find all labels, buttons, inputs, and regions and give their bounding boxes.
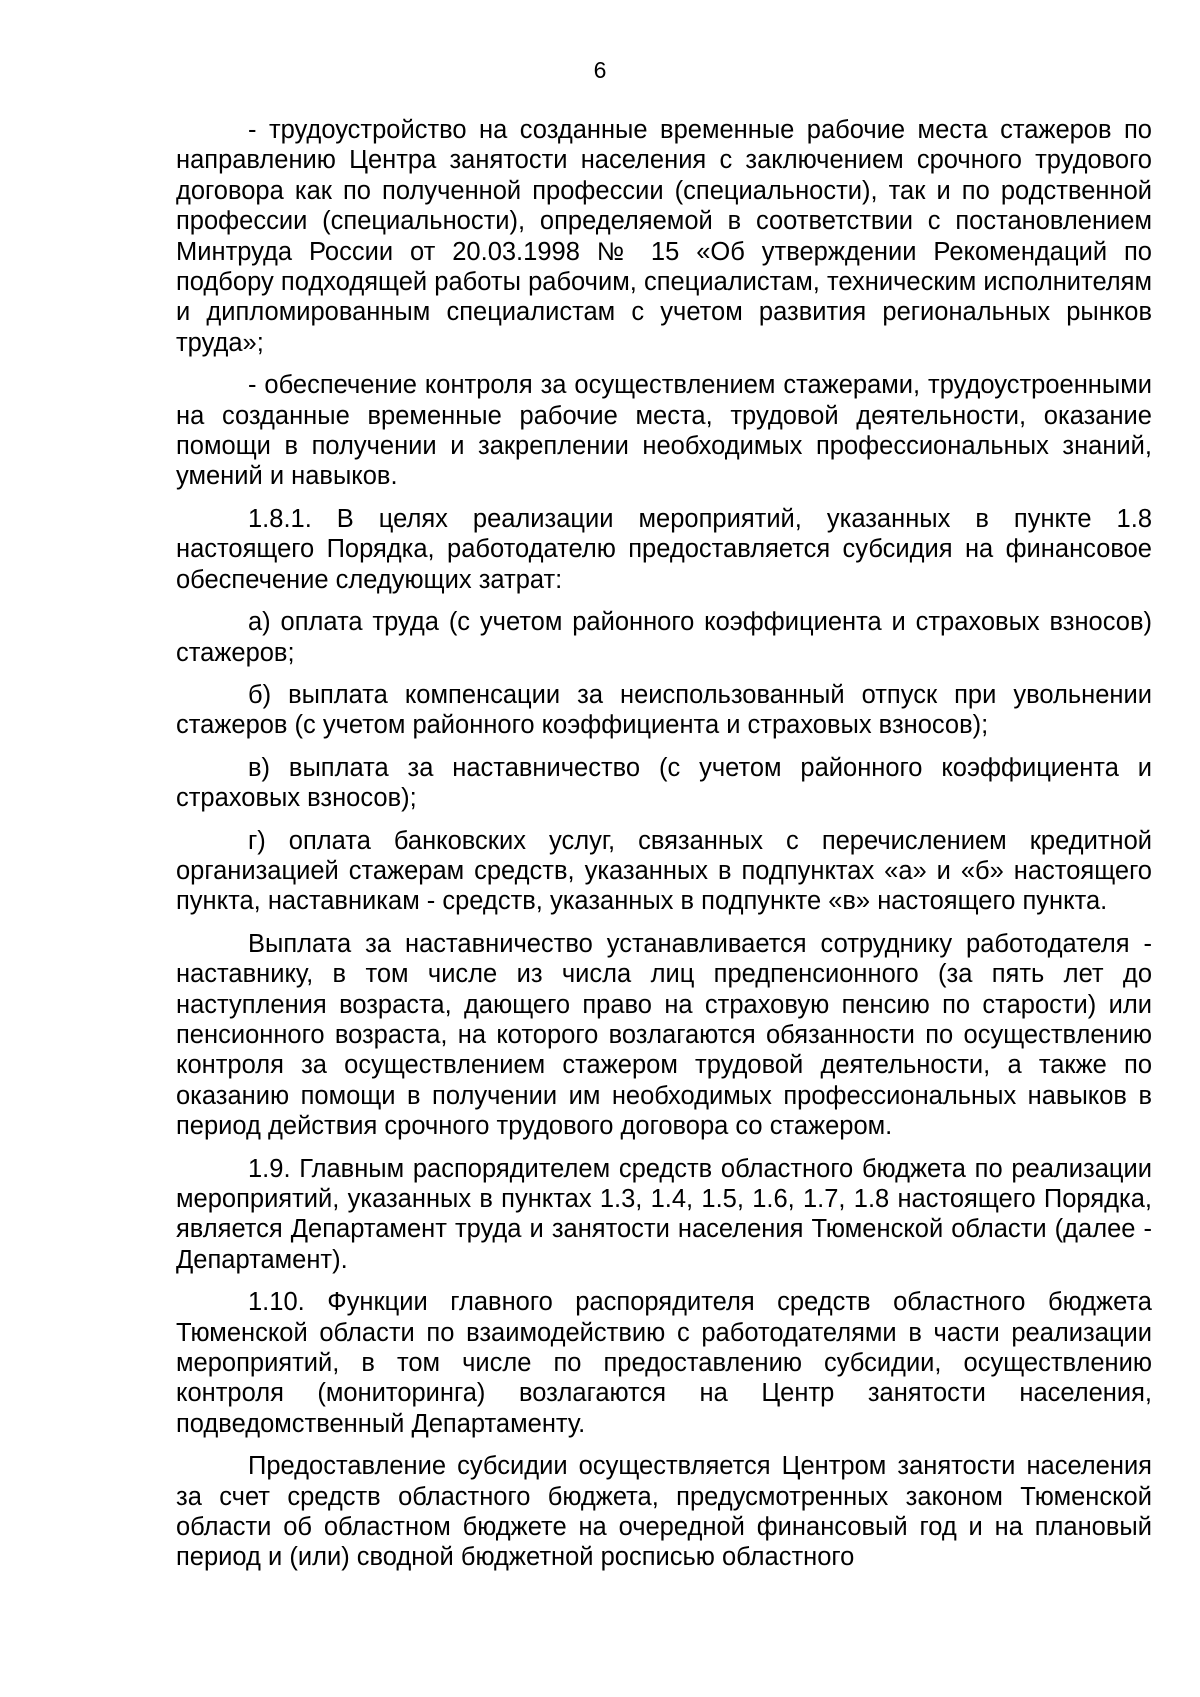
paragraph-item-v: в) выплата за наставничество (с учетом районного коэффициента и страховых взносов); — [176, 753, 1152, 813]
paragraph-item-g: г) оплата банковских услуг, связанных с перечислением кредитной организацией стажерам средств, указанных в подпунктах «а» и «б» настоящего пункта, наставникам - средств, указанных в подпункте «в» настоящего пункта. — [176, 826, 1152, 916]
paragraph-control-of-interns: - обеспечение контроля за осуществлением стажерами, трудоустроенными на созданные временные рабочие места, трудовой деятельности, оказание помощи в получении и закреплении необходимых профессиональных знаний, умений и навыков. — [176, 371, 1152, 491]
paragraph-mentorship-payment: Выплата за наставничество устанавливается сотруднику работодателя - наставнику, в том числе из числа лиц предпенсионного (за пять лет до наступления возраста, дающего право на страховую пенсию по старости) или пенсионного возраста, на которого возлагаются обязанности по осуществлению контроля за осуществлением стажером трудовой деятельности, а также по оказанию помощи в получении им необходимых профессиональных навыков в период действия срочного трудового договора со стажером. — [176, 929, 1152, 1141]
document-body — [176, 115, 1152, 1585]
paragraph-1-9: 1.9. Главным распорядителем средств областного бюджета по реализации мероприятий, указанных в пунктах 1.3, 1.4, 1.5, 1.6, 1.7, 1.8 настоящего Порядка, является Департамент труда и занятости населения Тюменской области (далее - Департамент). — [176, 1154, 1152, 1274]
paragraph-employment-of-interns: - трудоустройство на созданные временные рабочие места стажеров по направлению Центра занятости населения с заключением срочного трудового договора как по полученной профессии (специальности), так и по родственной профессии (специальности), определяемой в соответствии с постановлением Минтруда России от 20.03.1998 № 15 «Об утверждении Рекомендаций по подбору подходящей работы рабочим, специалистам, техническим исполнителям и дипломированным специалистам с учетом развития региональных рынков труда»; — [176, 116, 1152, 357]
paragraph-item-b: б) выплата компенсации за неиспользованный отпуск при увольнении стажеров (с учетом районного коэффициента и страховых взносов); — [176, 680, 1152, 740]
paragraph-1-8-1: 1.8.1. В целях реализации мероприятий, указанных в пункте 1.8 настоящего Порядка, работодателю предоставляется субсидия на финансовое обеспечение следующих затрат: — [176, 504, 1152, 594]
paragraph-1-10: 1.10. Функции главного распорядителя средств областного бюджета Тюменской области по взаимодействию с работодателями в части реализации мероприятий, в том числе по предоставлению субсидии, осуществлению контроля (мониторинга) возлагаются на Центр занятости населения, подведомственный Департаменту. — [176, 1288, 1152, 1438]
page-number: 6 — [593, 57, 607, 83]
paragraph-subsidy-provision: Предоставление субсидии осуществляется Центром занятости населения за счет средств областного бюджета, предусмотренных законом Тюменской области об областном бюджете на очередной финансовый год и на плановый период и (или) сводной бюджетной росписью областного — [176, 1452, 1152, 1572]
paragraph-item-a: а) оплата труда (с учетом районного коэффициента и страховых взносов) стажеров; — [176, 608, 1152, 667]
